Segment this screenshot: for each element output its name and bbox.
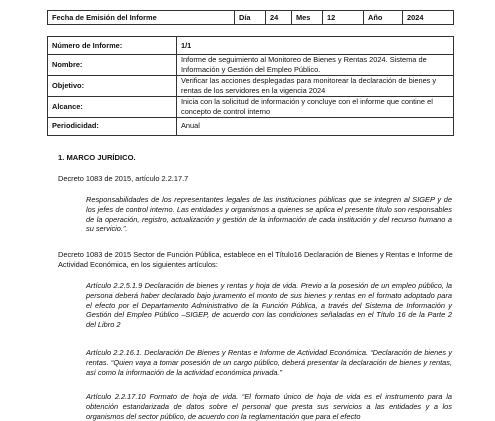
issue-date-title: Fecha de Emisión del Informe — [48, 11, 235, 25]
year-value: 2024 — [403, 11, 454, 25]
row-value-number: 1/1 — [177, 37, 454, 55]
row-label-objective: Objetivo: — [48, 76, 177, 97]
row-value-name: Informe de seguimiento al Monitoreo de Bienes y Rentas 2024. Sistema de Información y Gestión del Empleo Público. — [177, 55, 454, 76]
month-value: 12 — [323, 11, 364, 25]
month-label: Mes — [292, 11, 323, 25]
row-value-scope: Inicia con la solicitud de información y concluye con el informe que contine el concepto de control interno — [177, 97, 454, 118]
year-label: Año — [364, 11, 403, 25]
row-label-periodicity: Periodicidad: — [48, 117, 177, 135]
quoted-article-2: Artículo 2.2.5.1.9 Declaración de bienes y rentas y hoja de vida. Previo a la posesión de un empleo público, la persona deberá haber declarado bajo juramento el monto de sus bienes y rentas en el formato adoptado para el efecto por el Departamento Administrativo de la Función Pública, a través del Sistema de Información y Gestión del Empleo Público –SIGEP, de acuerdo con las condiciones señaladas en el Título 16 de la Parte 2 del Libro 2 — [86, 281, 452, 330]
table-row — [48, 117, 454, 135]
day-value: 24 — [266, 11, 292, 25]
row-label-name: Nombre: — [48, 55, 177, 76]
quoted-article-3: Artículo 2.2.16.1. Declaración De Bienes y Rentas e Informe de Actividad Económica. “Declaración de bienes y rentas. “Quien vaya a tomar posesión de un cargo público, deberá presentar la declaración de bienes y rentas, así como la información de la actividad económica privada.” — [86, 348, 452, 377]
table-row — [48, 76, 454, 97]
issue-date-row — [48, 11, 454, 25]
table-row — [48, 37, 454, 55]
table-row — [48, 55, 454, 76]
issue-date-table — [47, 10, 454, 25]
row-value-periodicity: Anual — [177, 117, 454, 135]
quoted-article-1: Responsabilidades de los representantes legales de las instituciones públicas que se integren al SIGEP y de los jefes de control interno. Las entidades y organismos a quienes se aplica el presente título son responsables de la operación, registro, actualización y gestión de la información de cada institución y del recurso humano a su servicio.”. — [86, 195, 452, 234]
row-label-number: Número de Informe: — [48, 37, 177, 55]
day-label: Día — [235, 11, 266, 25]
row-value-objective: Verificar las acciones desplegadas para monitorear la declaración de bienes y rentas de los servidores en la vigencia 2024 — [177, 76, 454, 97]
quoted-article-4: Artículo 2.2.17.10 Formato de hoja de vida. “El formato único de hoja de vida es el instrumento para la obtención estandarizada de datos sobre el personal que presta sus servicios a las entidades y a los organismos del sector público, de acuerdo con la reglamentación que para el efecto — [86, 392, 452, 421]
decree-citation-2: Decreto 1083 de 2015 Sector de Función Pública, establece en el Título16 Declaración de Bienes y Rentas e Informe de Actividad Económica, en los siguientes artículos: — [58, 250, 453, 269]
decree-citation-1: Decreto 1083 de 2015, artículo 2.2.17.7 — [58, 174, 189, 183]
table-row — [48, 97, 454, 118]
row-label-scope: Alcance: — [48, 97, 177, 118]
section-heading: 1. MARCO JURÍDICO. — [58, 153, 136, 162]
report-info-table — [47, 36, 454, 136]
